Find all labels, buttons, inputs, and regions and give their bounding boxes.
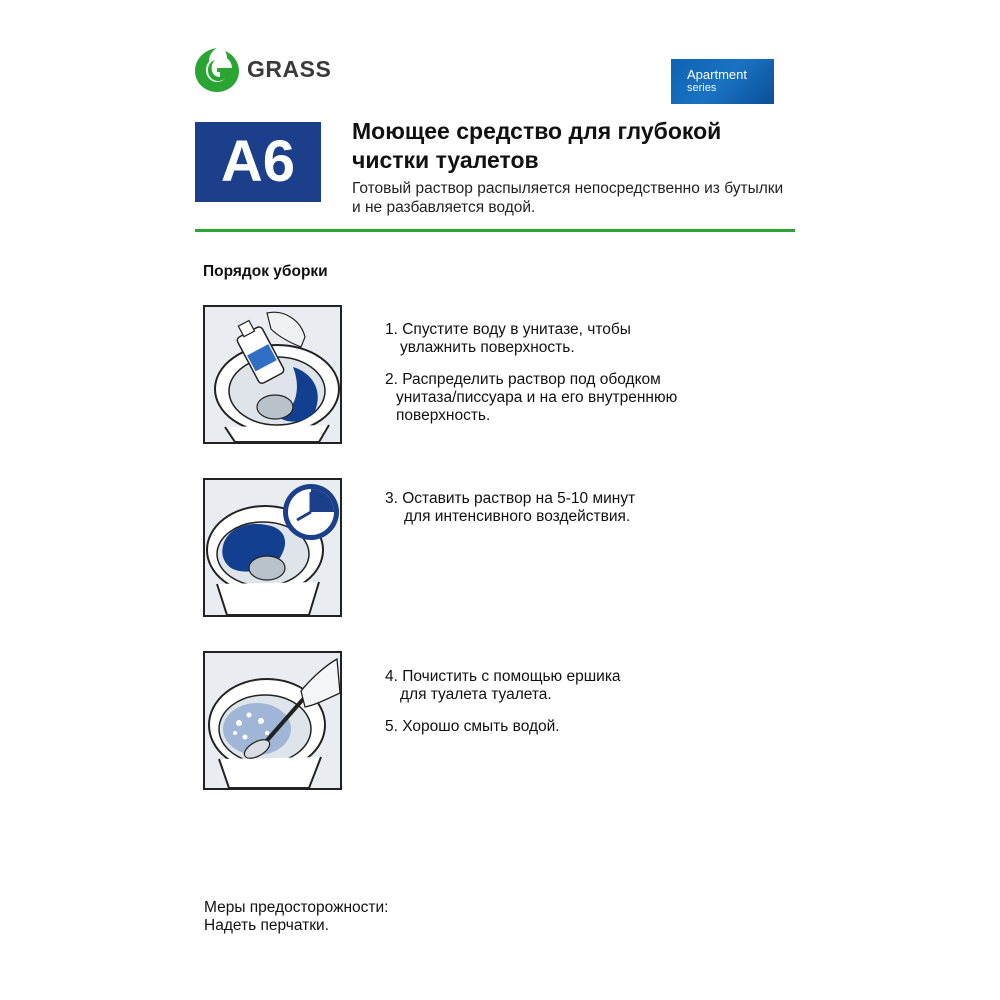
step-2-line1: 2. Распределить раствор под ободком (385, 371, 661, 388)
series-badge-line1: Apartment (687, 67, 747, 82)
product-title-line1: Моющее средство для глубокой (352, 118, 722, 144)
product-subtitle-line2: и не разбавляется водой. (352, 199, 536, 216)
step-4-line2: для туалета туалета. (400, 686, 552, 703)
product-title (352, 117, 792, 175)
precautions-text: Надеть перчатки. (204, 917, 329, 934)
step-5 (385, 718, 621, 736)
divider (195, 229, 795, 232)
step-group-1 (385, 321, 677, 439)
step-1 (385, 321, 677, 357)
toilet-brush-illustration (203, 651, 342, 790)
step-3 (385, 490, 635, 526)
toilet-wait-clock-illustration (203, 478, 342, 617)
section-title: Порядок уборки (203, 263, 328, 280)
product-code: A6 (195, 122, 321, 202)
product-subtitle-line1: Готовый раствор распыляется непосредственно из бутылки (352, 180, 784, 197)
step-4 (385, 668, 621, 704)
series-badge (671, 59, 774, 104)
step-2-line3: поверхность. (396, 407, 491, 424)
step-2-line2: унитаза/писсуара и на его внутреннюю (396, 389, 678, 406)
step-4-line1: 4. Почистить с помощью ершика (385, 668, 621, 685)
brand-name: GRASS (247, 56, 332, 82)
step-3-line1: 3. Оставить раствор на 5-10 минут (385, 490, 636, 507)
step-5-line1: 5. Хорошо смыть водой. (385, 718, 560, 735)
step-3-line2: для интенсивного воздействия. (404, 508, 631, 525)
toilet-spray-illustration (203, 305, 342, 444)
series-badge-line2: series (687, 82, 717, 94)
step-1-line2: увлажнить поверхность. (400, 339, 575, 356)
step-2 (385, 371, 677, 425)
step-group-3 (385, 668, 621, 750)
step-group-2 (385, 490, 635, 540)
step-1-line1: 1. Спустите воду в унитазе, чтобы (385, 321, 631, 338)
grass-leaf-icon (193, 46, 241, 94)
precautions (204, 899, 388, 935)
product-title-line2: чистки туалетов (352, 147, 539, 173)
precautions-heading: Меры предосторожности: (204, 899, 389, 916)
product-subtitle (352, 179, 812, 217)
